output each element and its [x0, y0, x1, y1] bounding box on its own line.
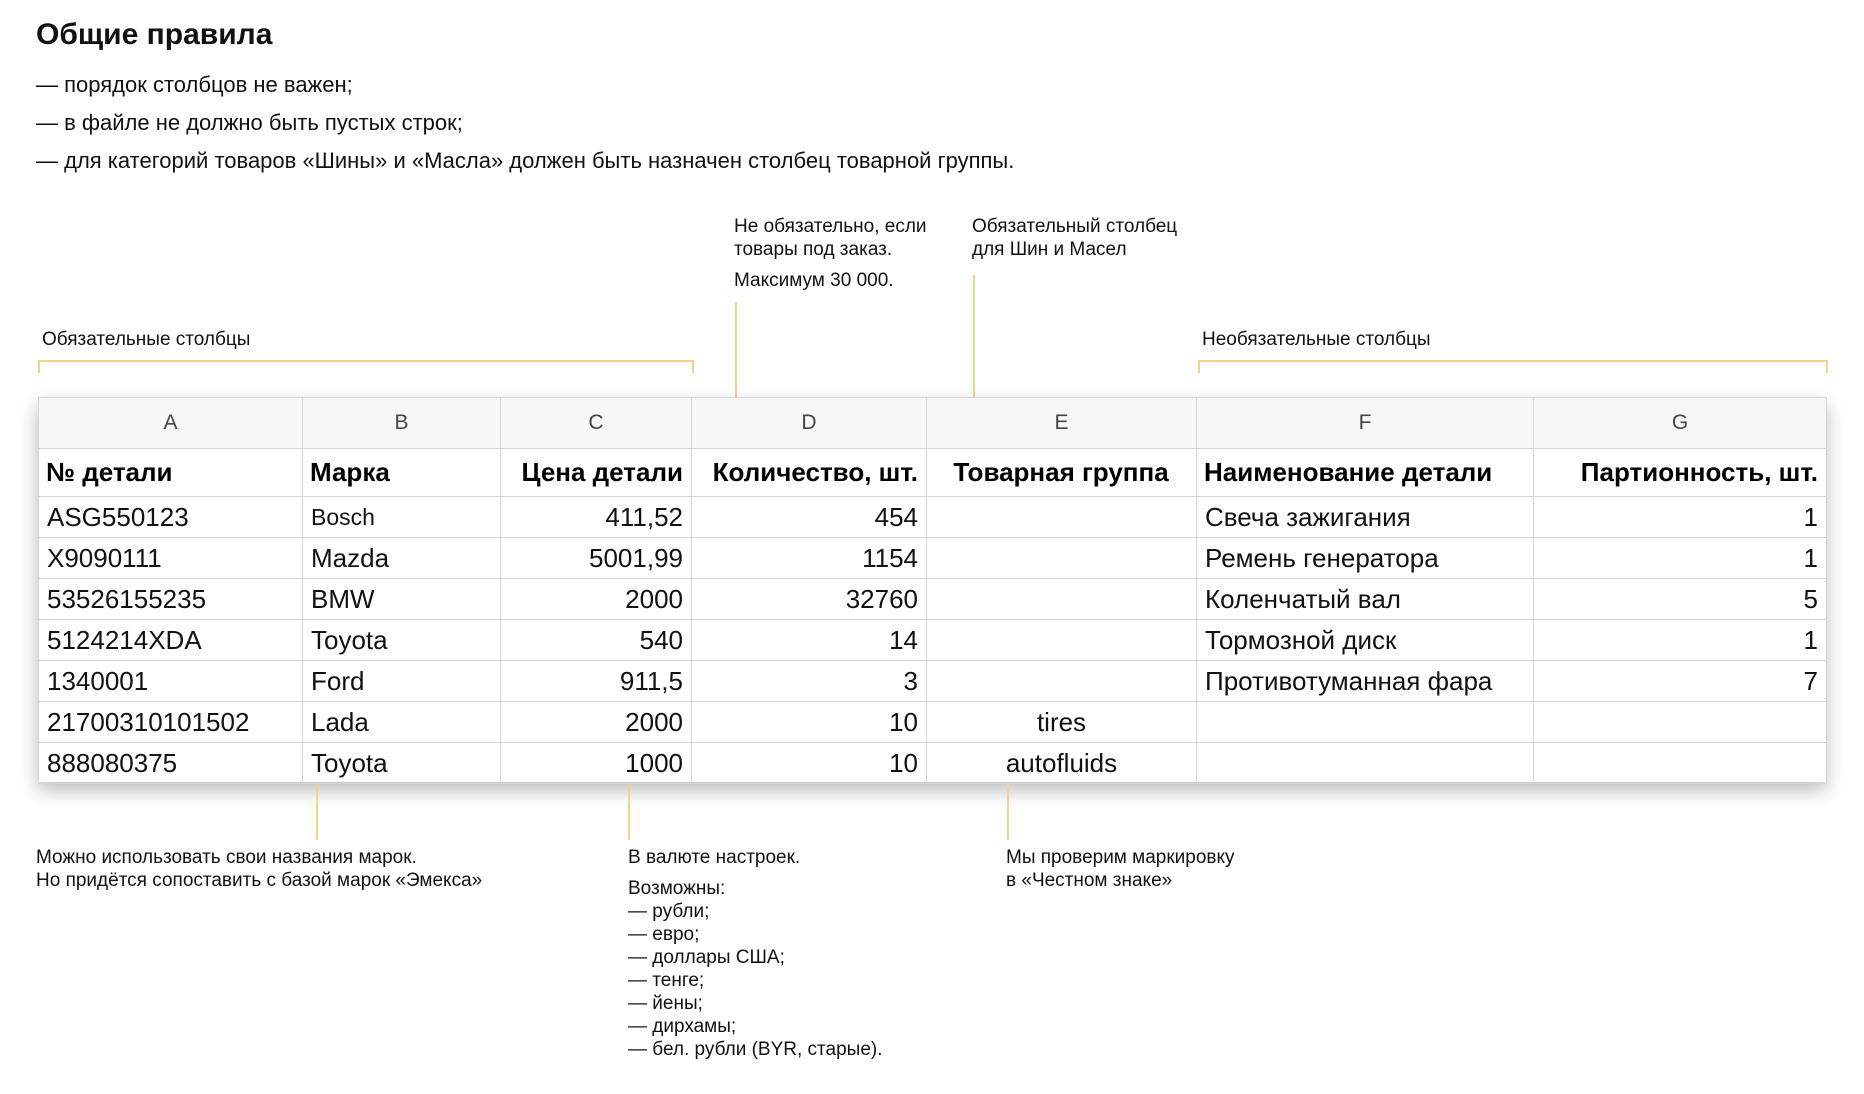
brand-note: [36, 846, 482, 892]
table-row: [39, 538, 1827, 579]
table-cell[interactable]: X9090111: [39, 538, 303, 579]
table-cell[interactable]: [1197, 702, 1534, 743]
table-cell[interactable]: [1534, 743, 1827, 784]
rule-item: — порядок столбцов не важен;: [36, 72, 353, 97]
table-cell[interactable]: 2000: [501, 579, 692, 620]
currency-item: — рубли;: [628, 901, 710, 922]
table-cell[interactable]: 1340001: [39, 661, 303, 702]
table-cell[interactable]: 540: [501, 620, 692, 661]
column-letter[interactable]: G: [1534, 398, 1827, 449]
currency-item: — дирхамы;: [628, 1016, 737, 1037]
column-header[interactable]: Наименование детали: [1197, 449, 1534, 497]
table-cell[interactable]: Ремень генератора: [1197, 538, 1534, 579]
group-check-note-line: Мы проверим маркировку: [1006, 847, 1235, 868]
price-note-line: Возможны:: [628, 878, 726, 899]
spreadsheet: [38, 397, 1826, 782]
table-cell[interactable]: 1000: [501, 743, 692, 784]
table-cell[interactable]: 21700310101502: [39, 702, 303, 743]
required-columns-bracket: [38, 360, 694, 373]
group-required-note-line: Обязательный столбец: [972, 216, 1178, 237]
column-header[interactable]: Товарная группа: [927, 449, 1197, 497]
currency-item: — йены;: [628, 993, 703, 1014]
table-cell[interactable]: [1534, 702, 1827, 743]
table-cell[interactable]: Mazda: [303, 538, 501, 579]
table-row: [39, 661, 1827, 702]
group-pointer-line: [973, 275, 975, 408]
brand-pointer-line: [316, 784, 318, 840]
table-cell[interactable]: 888080375: [39, 743, 303, 784]
table-cell[interactable]: 3: [692, 661, 927, 702]
column-letter[interactable]: E: [927, 398, 1197, 449]
table-cell[interactable]: 1: [1534, 538, 1827, 579]
table-cell[interactable]: Противотуманная фара: [1197, 661, 1534, 702]
column-letters-row: [39, 398, 1827, 449]
table-cell[interactable]: 454: [692, 497, 927, 538]
column-letter[interactable]: B: [303, 398, 501, 449]
table-cell[interactable]: 911,5: [501, 661, 692, 702]
table-cell[interactable]: BMW: [303, 579, 501, 620]
group-required-note: [972, 215, 1177, 261]
table-cell[interactable]: [927, 661, 1197, 702]
currency-item: — доллары США;: [628, 947, 785, 968]
rule-item: — для категорий товаров «Шины» и «Масла» должен быть назначен столбец товарной группы.: [36, 148, 1015, 173]
currency-item: — тенге;: [628, 970, 705, 991]
brand-note-line: Но придётся сопоставить с базой марок «Эмекса»: [36, 870, 483, 891]
column-header[interactable]: Партионность, шт.: [1534, 449, 1827, 497]
table-cell[interactable]: Bosch: [303, 497, 501, 538]
table-cell[interactable]: 10: [692, 702, 927, 743]
column-header[interactable]: Количество, шт.: [692, 449, 927, 497]
table-cell[interactable]: Lada: [303, 702, 501, 743]
quantity-note-line: товары под заказ.: [734, 239, 893, 260]
table-cell[interactable]: 5: [1534, 579, 1827, 620]
quantity-note-line: Максимум 30 000.: [734, 270, 894, 291]
table-cell[interactable]: 32760: [692, 579, 927, 620]
table-cell[interactable]: Toyota: [303, 743, 501, 784]
quantity-pointer-line: [735, 302, 737, 408]
column-letter[interactable]: C: [501, 398, 692, 449]
table-cell[interactable]: Свеча зажигания: [1197, 497, 1534, 538]
table-cell[interactable]: 10: [692, 743, 927, 784]
group-required-note-line: для Шин и Масел: [972, 239, 1127, 260]
quantity-note: [734, 215, 927, 292]
table-cell[interactable]: 2000: [501, 702, 692, 743]
column-letter[interactable]: A: [39, 398, 303, 449]
page-title: Общие правила: [36, 18, 273, 51]
currency-item: — бел. рубли (BYR, старые).: [628, 1039, 883, 1060]
table-cell[interactable]: 7: [1534, 661, 1827, 702]
price-note-line: В валюте настроек.: [628, 847, 801, 868]
column-header[interactable]: Цена детали: [501, 449, 692, 497]
price-note: [628, 846, 883, 1061]
table-cell[interactable]: 1: [1534, 497, 1827, 538]
spreadsheet-table: [38, 397, 1827, 784]
table-cell[interactable]: 14: [692, 620, 927, 661]
header-row: [39, 449, 1827, 497]
table-cell[interactable]: Toyota: [303, 620, 501, 661]
table-cell[interactable]: [927, 579, 1197, 620]
table-cell[interactable]: tires: [927, 702, 1197, 743]
table-row: [39, 579, 1827, 620]
column-letter[interactable]: D: [692, 398, 927, 449]
table-cell[interactable]: [927, 497, 1197, 538]
group-check-note: [1006, 846, 1235, 892]
table-cell[interactable]: 5124214XDA: [39, 620, 303, 661]
table-cell[interactable]: Тормозной диск: [1197, 620, 1534, 661]
group-check-pointer-line: [1007, 784, 1009, 840]
table-row: [39, 497, 1827, 538]
table-cell[interactable]: ASG550123: [39, 497, 303, 538]
table-cell[interactable]: [927, 620, 1197, 661]
quantity-note-line: Не обязательно, если: [734, 216, 927, 237]
table-cell[interactable]: 1154: [692, 538, 927, 579]
table-cell[interactable]: [927, 538, 1197, 579]
optional-columns-bracket: [1198, 360, 1828, 373]
column-header[interactable]: Марка: [303, 449, 501, 497]
brand-note-line: Можно использовать свои названия марок.: [36, 847, 417, 868]
required-columns-label: Обязательные столбцы: [42, 329, 251, 350]
rules-list: [36, 70, 1014, 184]
table-cell[interactable]: Ford: [303, 661, 501, 702]
table-row: [39, 702, 1827, 743]
optional-columns-label: Необязательные столбцы: [1202, 329, 1431, 350]
currency-item: — евро;: [628, 924, 700, 945]
table-cell[interactable]: [1197, 743, 1534, 784]
table-cell[interactable]: 53526155235: [39, 579, 303, 620]
table-cell[interactable]: 1: [1534, 620, 1827, 661]
table-row: [39, 620, 1827, 661]
table-cell[interactable]: 5001,99: [501, 538, 692, 579]
table-cell[interactable]: autofluids: [927, 743, 1197, 784]
group-check-note-line: в «Честном знаке»: [1006, 870, 1173, 891]
table-row: [39, 743, 1827, 784]
table-cell[interactable]: Коленчатый вал: [1197, 579, 1534, 620]
column-letter[interactable]: F: [1197, 398, 1534, 449]
table-cell[interactable]: 411,52: [501, 497, 692, 538]
price-pointer-line: [628, 784, 630, 840]
column-header[interactable]: № детали: [39, 449, 303, 497]
rule-item: — в файле не должно быть пустых строк;: [36, 110, 463, 135]
